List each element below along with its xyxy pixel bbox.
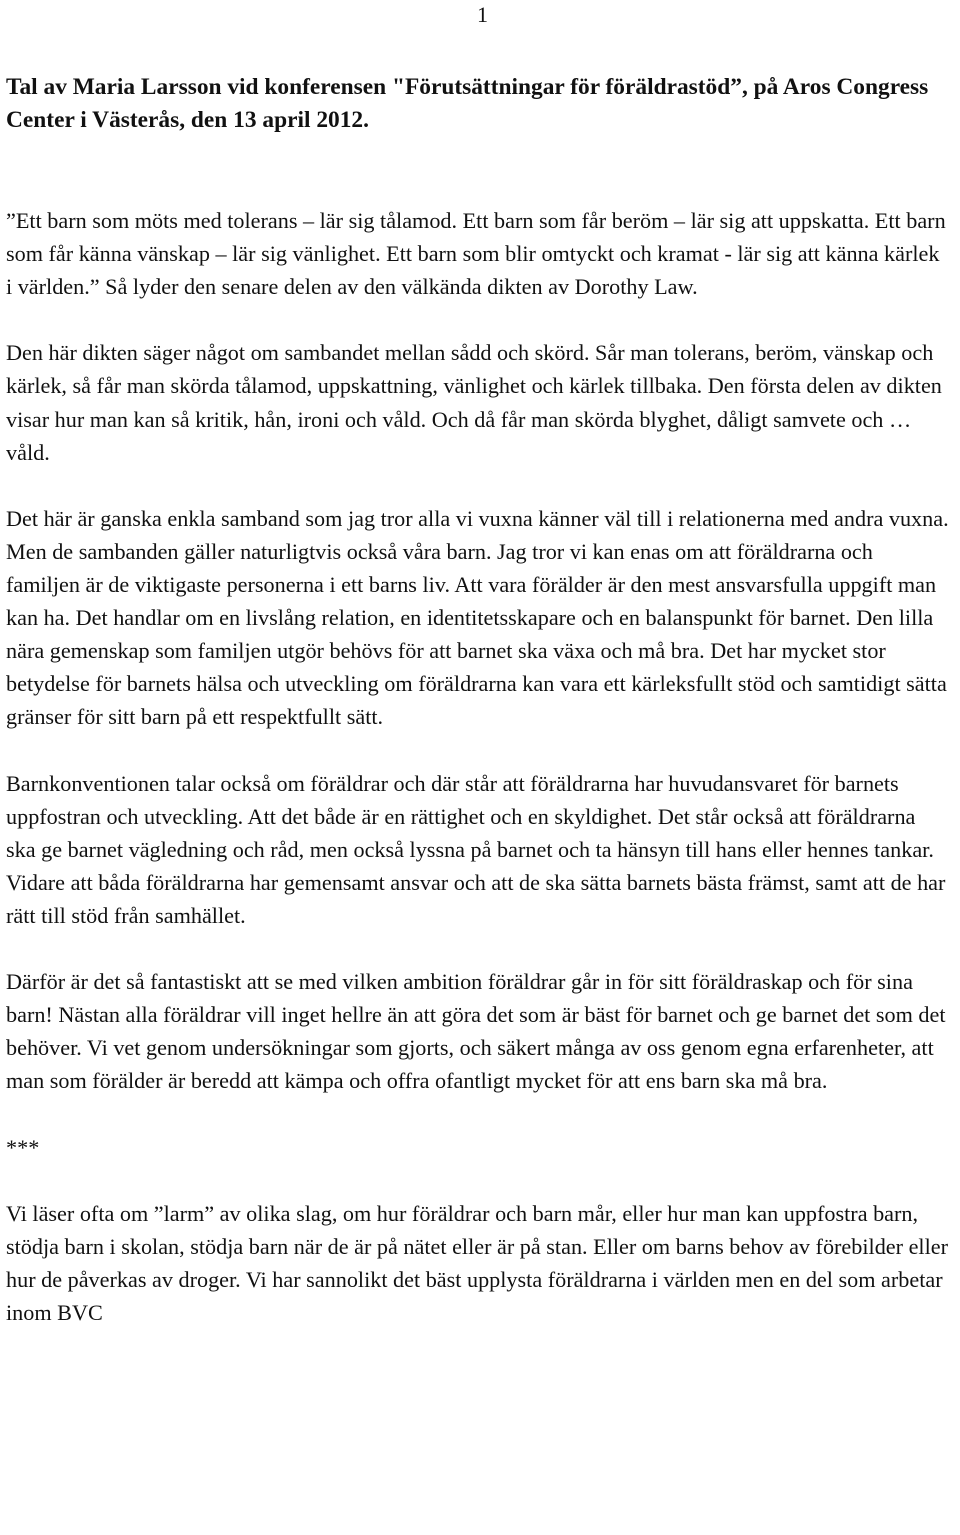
- document-page: [6, 0, 954, 1535]
- paragraph-parents-importance: Det här är ganska enkla samband som jag tror alla vi vuxna känner väl till i relationerna med andra vuxna. Men de sambanden gäller naturligtvis också våra barn. Jag tror vi kan enas om att föräldrarna och familjen är de viktigaste personerna i ett barns liv. Att vara förälder är den mest ansvarsfulla uppgift man kan ha. Det handlar om en livslång relation, en identitetsskapare och en balanspunkt för barnet. Den lilla nära gemenskap som familjen utgör behövs för att barnet ska växa och må bra. Det har mycket stor betydelse för barnets hälsa och utveckling om föräldrarna kan vara ett kärleksfullt stöd och samtidigt sätta gränser för sitt barn på ett respektfullt sätt.: [6, 505, 949, 730]
- speech-body: [6, 204, 950, 1362]
- section-divider: ***: [6, 1134, 40, 1160]
- paragraph-sow-and-reap: Den här dikten säger något om sambandet mellan sådd och skörd. Sår man tolerans, beröm, vänskap och kärlek, så får man skörda tålamod, uppskattning, vänlighet och kärlek tillbaka. Den första delen av dikten visar hur man kan så kritik, hån, ironi och våld. Och då får man skörda blyghet, dåligt samvete och … våld.: [6, 340, 942, 465]
- paragraph-alarms: Vi läser ofta om ”larm” av olika slag, om hur föräldrar och barn mår, eller hur man kan uppfostra barn, stödja barn i skolan, stödja barn när de är på nätet eller är på stan. Eller om barns behov av förebilder eller hur de påverkas av droger. Vi har sannolikt det bäst upplysta föräldrarna i världen men en del som arbetar inom BVC: [6, 1200, 948, 1326]
- page-number: 1: [477, 2, 488, 27]
- paragraph-child-convention: Barnkonventionen talar också om föräldrar och där står att föräldrarna har huvudansvaret för barnets uppfostran och utveckling. Att det både är en rättighet och en skyldighet. Det står också att föräldrarna ska ge barnet vägledning och råd, men också lyssna på barnet och ta hänsyn till hans eller hennes tankar. Vidare att båda föräldrarna har gemensamt ansvar och att de ska sätta barnets bästa främst, samt att de har rätt till stöd från samhället.: [6, 770, 946, 928]
- speech-title: Tal av Maria Larsson vid konferensen "Förutsättningar för föräldrastöd”, på Aros Congress Center i Västerås, den 13 april 2012.: [6, 74, 929, 133]
- paragraph-poem-quote: ”Ett barn som möts med tolerans – lär sig tålamod. Ett barn som får beröm – lär sig att uppskatta. Ett barn som får känna vänskap – lär sig vänlighet. Ett barn som blir omtyckt och kramat - lär sig att känna kärlek i världen.” Så lyder den senare delen av den välkända dikten av Dorothy Law.: [6, 208, 946, 300]
- paragraph-parent-ambition: Därför är det så fantastiskt att se med vilken ambition föräldrar går in för sitt föräldraskap och för sina barn! Nästan alla föräldrar vill inget hellre än att göra det som är bäst för barnet och ge barnet det som det behöver. Vi vet genom undersökningar som gjorts, och säkert många av oss genom egna erfarenheter, att man som förälder är beredd att kämpa och offra ofantligt mycket för att ens barn ska må bra.: [6, 969, 946, 1094]
